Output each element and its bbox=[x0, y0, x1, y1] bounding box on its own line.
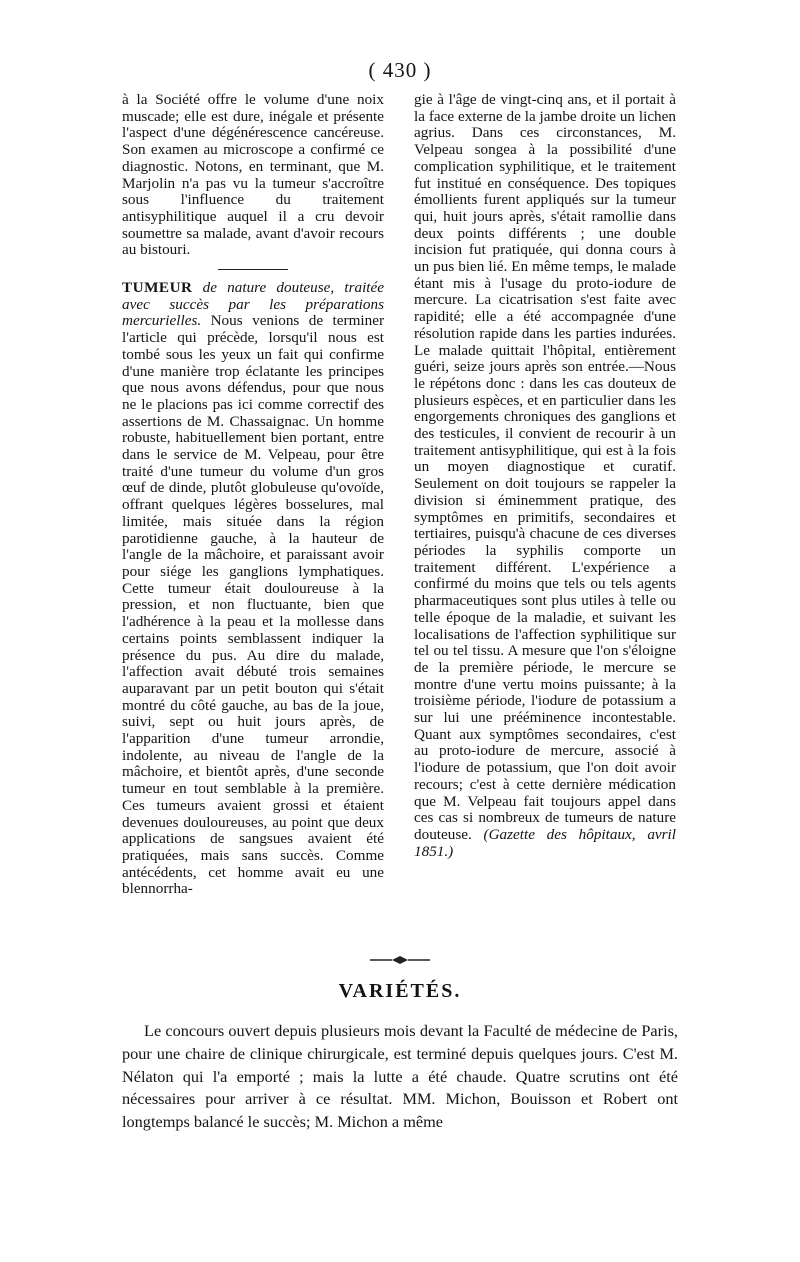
section-title: VARIÉTÉS. bbox=[338, 980, 462, 1002]
right-paragraph-1 bbox=[414, 92, 676, 860]
article-lead-italic: de nature douteuse, traitée avec succès par les préparations mercurielles. bbox=[122, 279, 385, 330]
left-paragraph-2 bbox=[122, 280, 384, 898]
source-citation: (Gazette des hôpitaux, avril 1851.) bbox=[414, 825, 676, 860]
right-column bbox=[414, 92, 676, 860]
ornament-divider bbox=[0, 954, 800, 969]
right-body: gie à l'âge de vingt-cinq ans, et il portait à la face externe de la jambe droite un lichen agrius. Dans ces circonstances, M. Velpeau songea à la possibilité d'une complication syphilitique, et le traitement fut institué en conséquence. Des topiques émollients furent appliqués sur la tumeur qui, huit jours après, s'était ramollie dans deux points différents ; une double incision fut pratiquée, qui donna cours à un pus bien lié. En même temps, le malade étant mis à l'usage du proto-iodure de mercure. La cicatrisation s'est faite avec rapidité; elle a été accompagnée d'une résolution rapide dans les parties indurées. Le malade quittait l'hôpital, entièrement guéri, seize jours après son entrée.—Nous le répétons donc : dans les cas douteux de plusieurs espèces, et en particulier dans les engorgements chroniques des ganglions et des testicules, il convient de recourir à un traitement antisyphilitique, qui est à la fois un moyen diagnostique et curatif. Seulement on doit toujours se rappeler la division si éminemment pratique, des symptômes en primitifs, secondaires et tertiaires, puisqu'à chacune de ces diverses périodes la syphilis comporte un traitement différent. L'expérience a confirmé du moins que tels ou tels agents pharmaceutiques sont plus utiles à telle ou telle époque de la maladie, et suivant les localisations de l'affection syphilitique sur tel ou tel tissu. A mesure que l'on s'éloigne de la première période, le mercure se montre d'une vertu moins puissante; à la troisième période, l'iodure de potassium a sur lui une prééminence incontestable. Quant aux symptômes secondaires, c'est au proto-iodure de mercure, associé à l'iodure de potassium, que l'on doit avoir recours; c'est à cette dernière médication que M. Velpeau fait toujours appel dans ces cas si nombreux de tumeurs de nature douteuse. bbox=[414, 91, 676, 843]
page-number: ( 430 ) bbox=[368, 58, 432, 82]
section-body bbox=[122, 1020, 678, 1134]
article-body: Nous venions de terminer l'article qui précède, lorsqu'il nous est tombé sous les yeux un fait qui confirme d'une manière trop éclatante les principes que nous avons défendus, pour que nous ne le placions pas ici comme correctif des assertions de M. Chassaignac. Un homme robuste, habituellement bien portant, entre dans le service de M. Velpeau, pour être traité d'une tumeur du volume d'un gros œuf de dinde, plutôt globuleuse qu'ovoïde, offrant quelques légères bosselures, mal limitée, mais située dans la région parotidienne gauche, à la hauteur de l'angle de la mâchoire, et paraissant avoir pour siége les ganglions lymphatiques. Cette tumeur était douloureuse à la pression, et non fluctuante, bien que l'adhérence à la peau et la mollesse dans certains points semblassent indiquer la présence du pus. Au dire du malade, l'affection avait débuté trois semaines auparavant par un petit bouton qui s'était montré du côté gauche, au bas de la joue, suivi, sept ou huit jours après, de l'apparition d'une tumeur arrondie, indolente, au niveau de l'angle de la mâchoire, et bientôt après, d'une seconde tumeur en tout semblable à la première. Ces tumeurs avaient grossi et étaient devenues douloureuses, au point que deux applications de sangsues avaient été pratiquées, mais sans succès. Comme antécédents, cet homme avait eu une blennorrha- bbox=[122, 312, 384, 898]
ornament-icon bbox=[368, 955, 432, 965]
article-lead: TUMEUR bbox=[122, 279, 193, 297]
left-column bbox=[122, 92, 384, 898]
left-paragraph-1: à la Société offre le volume d'une noix muscade; elle est dure, inégale et présente l'aspect d'une dégénérescence cancéreuse. Son examen au microscope a confirmé ce diagnostic. Notons, en terminant, que M. Marjolin n'a pas vu la tumeur s'accroître sous l'influence du traitement antisyphilitique auquel il a cru devoir soumettre sa malade, avant d'avoir recours au bistouri. bbox=[122, 91, 384, 259]
section-paragraph: Le concours ouvert depuis plusieurs mois devant la Faculté de médecine de Paris, pour une chaire de clinique chirurgicale, est terminé depuis quelques jours. C'est M. Nélaton qui l'a emporté ; mais la lutte a été chaude. Quatre scrutins ont été nécessaires pour arriver à ce résultat. MM. Michon, Bouisson et Robert ont longtemps balancé le succès; M. Michon a même bbox=[122, 1021, 678, 1132]
section-divider bbox=[218, 269, 288, 270]
